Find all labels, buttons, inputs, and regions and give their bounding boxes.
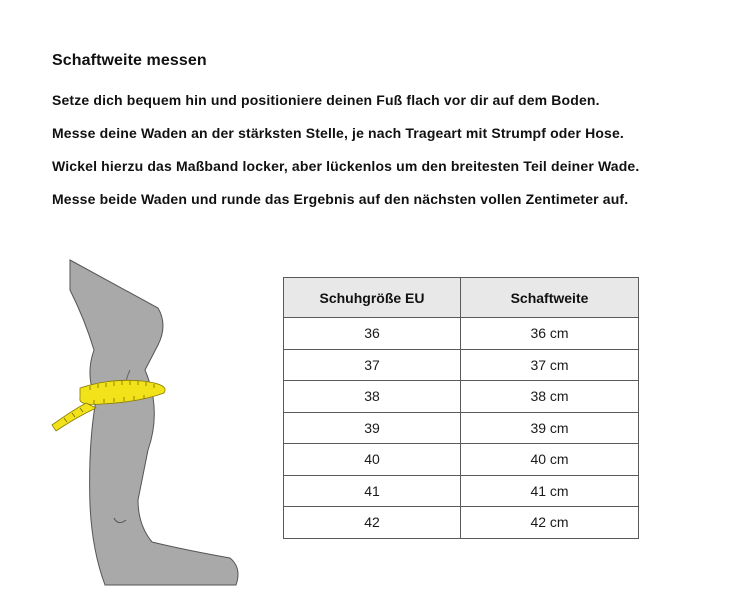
- cell-shaft-width: 41 cm: [461, 475, 639, 507]
- cell-shaft-width: 42 cm: [461, 507, 639, 539]
- instruction-3: Wickel hierzu das Maßband locker, aber lückenlos um den breitesten Teil deiner Wade.: [52, 158, 640, 174]
- leg-silhouette: [70, 260, 238, 585]
- cell-shoe-size: 39: [284, 412, 461, 444]
- cell-shaft-width: 36 cm: [461, 318, 639, 350]
- table-header-row: [284, 278, 639, 318]
- table-row: [284, 475, 639, 507]
- table-row: [284, 349, 639, 381]
- cell-shoe-size: 42: [284, 507, 461, 539]
- leg-with-measuring-tape-icon: [30, 250, 260, 600]
- instruction-1: Setze dich bequem hin und positioniere deinen Fuß flach vor dir auf dem Boden.: [52, 92, 600, 108]
- cell-shaft-width: 38 cm: [461, 381, 639, 413]
- cell-shoe-size: 41: [284, 475, 461, 507]
- cell-shoe-size: 40: [284, 444, 461, 476]
- table-row: [284, 381, 639, 413]
- cell-shaft-width: 40 cm: [461, 444, 639, 476]
- table-row: [284, 318, 639, 350]
- instruction-2: Messe deine Waden an der stärksten Stelle, je nach Trageart mit Strumpf oder Hose.: [52, 125, 624, 141]
- instruction-4: Messe beide Waden und runde das Ergebnis auf den nächsten vollen Zentimeter auf.: [52, 191, 629, 207]
- table-row: [284, 444, 639, 476]
- page-title: Schaftweite messen: [52, 52, 207, 69]
- header-shaft-width: Schaftweite: [461, 278, 639, 318]
- cell-shoe-size: 37: [284, 349, 461, 381]
- cell-shoe-size: 38: [284, 381, 461, 413]
- table-row: [284, 412, 639, 444]
- size-table: [283, 277, 639, 539]
- cell-shaft-width: 39 cm: [461, 412, 639, 444]
- header-shoe-size: Schuhgröße EU: [284, 278, 461, 318]
- table-row: [284, 507, 639, 539]
- cell-shaft-width: 37 cm: [461, 349, 639, 381]
- cell-shoe-size: 36: [284, 318, 461, 350]
